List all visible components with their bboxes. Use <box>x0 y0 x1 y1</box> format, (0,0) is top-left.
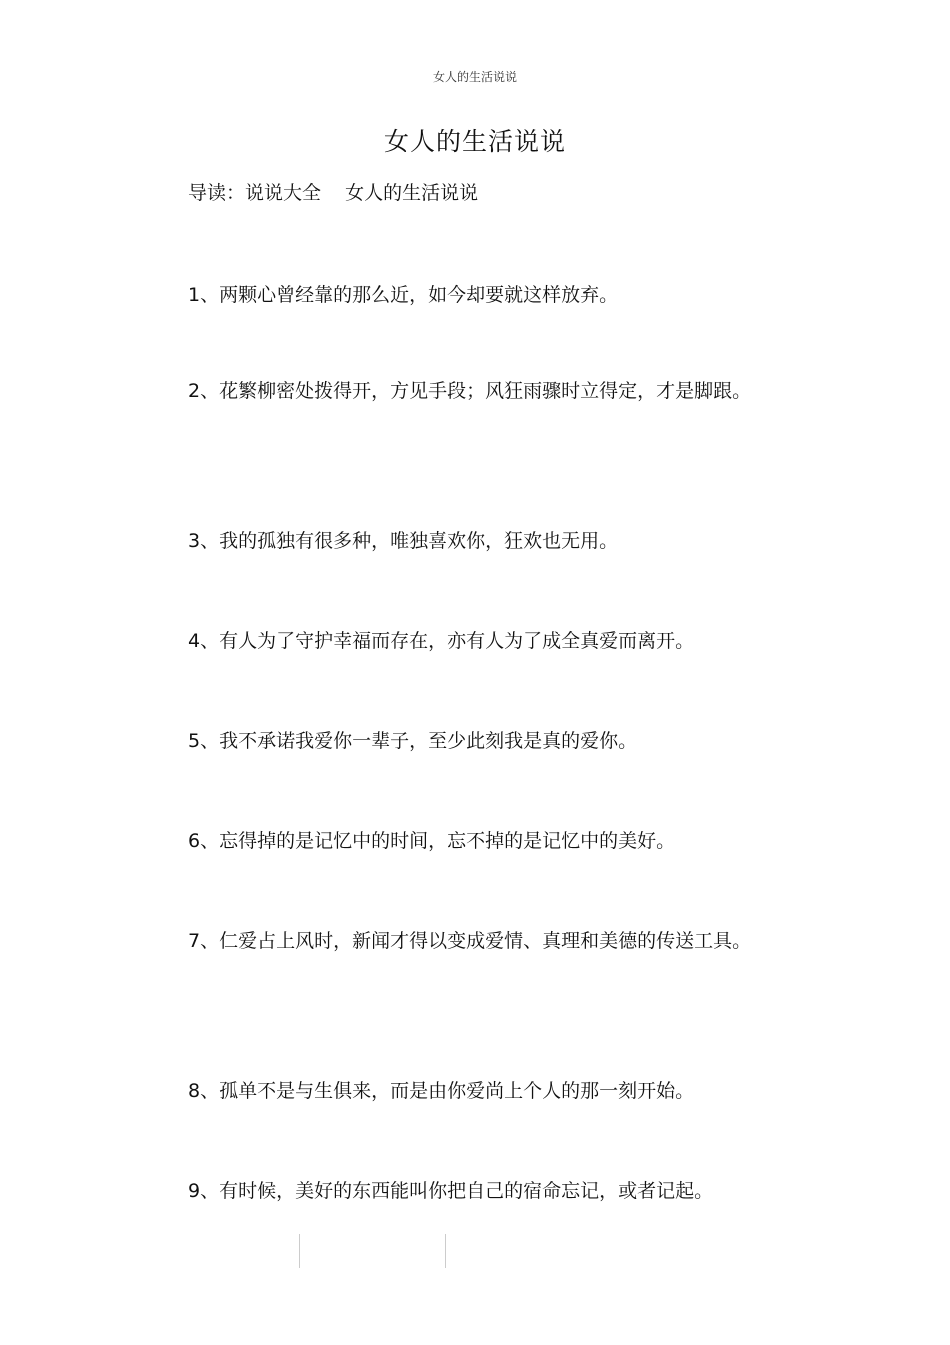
paragraph-2: 2、花繁柳密处拨得开，方见手段；风狂雨骤时立得定，才是脚跟。 <box>188 380 752 402</box>
paragraph-8: 8、孤单不是与生俱来，而是由你爱尚上个人的那一刻开始。 <box>188 1080 695 1102</box>
running-header: 女人的生活说说 <box>432 70 517 84</box>
paragraph-5: 5、我不承诺我爱你一辈子，至少此刻我是真的爱你。 <box>188 730 638 752</box>
paragraph-1: 1、两颗心曾经靠的那么近，如今却要就这样放弃。 <box>188 284 619 306</box>
paragraph-4: 4、有人为了守护幸福而存在，亦有人为了成全真爱而离开。 <box>188 630 695 652</box>
page-divider-left <box>299 1234 300 1268</box>
document-title: 女人的生活说说 <box>383 127 566 156</box>
paragraph-3: 3、我的孤独有很多种，唯独喜欢你，狂欢也无用。 <box>188 530 619 552</box>
page-divider-right <box>445 1234 446 1268</box>
paragraph-6: 6、忘得掉的是记忆中的时间，忘不掉的是记忆中的美好。 <box>188 830 676 852</box>
paragraph-7: 7、仁爱占上风时，新闻才得以变成爱情、真理和美德的传送工具。 <box>188 930 752 952</box>
document-intro: 导读：说说大全 女人的生活说说 <box>188 182 479 204</box>
paragraph-9: 9、有时候，美好的东西能叫你把自己的宿命忘记，或者记起。 <box>188 1180 714 1202</box>
